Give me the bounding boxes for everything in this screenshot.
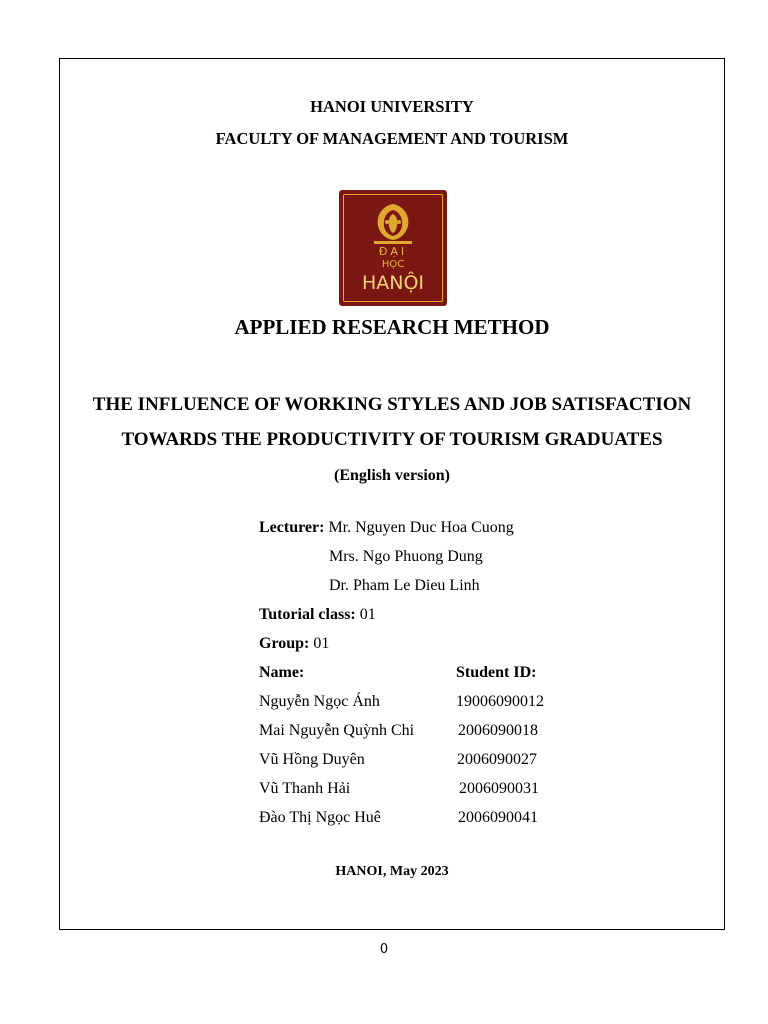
report-title-line2: TOWARDS THE PRODUCTIVITY OF TOURISM GRADUATES: [121, 429, 663, 450]
faculty-name: FACULTY OF MANAGEMENT AND TOURISM: [215, 129, 569, 148]
member-student-id: 2006090018: [458, 722, 538, 739]
report-version: (English version): [333, 467, 450, 484]
logo-divider: [374, 241, 412, 244]
group-row: [259, 635, 329, 653]
tutorial-class-value: 01: [359, 606, 376, 623]
lecturer-row: [259, 519, 514, 537]
member-name: Nguyễn Ngọc Ánh: [259, 693, 380, 710]
tutorial-class-label: Tutorial class:: [259, 606, 356, 623]
lecturer-name: Mrs. Ngo Phuong Dung: [329, 548, 483, 565]
member-student-id: 2006090041: [458, 809, 538, 826]
name-column-header: [259, 664, 304, 682]
university-logo: [339, 190, 447, 306]
name-header-text: Name:: [259, 664, 305, 681]
place-and-date: HANOI, May 2023: [335, 864, 449, 879]
member-name: Vũ Thanh Hải: [259, 780, 351, 797]
member-student-id: 19006090012: [456, 693, 544, 710]
course-title: APPLIED RESEARCH METHOD: [234, 315, 550, 339]
lotus-emblem-icon: [370, 202, 416, 242]
student-id-column-header: [456, 664, 536, 682]
student-id-header-text: Student ID:: [456, 664, 537, 681]
member-name: Mai Nguyễn Quỳnh Chi: [259, 722, 415, 739]
lecturer-label: Lecturer:: [259, 519, 325, 536]
report-title-line1: THE INFLUENCE OF WORKING STYLES AND JOB SATISFACTION: [92, 394, 692, 415]
group-label: Group:: [259, 635, 310, 652]
member-name: Vũ Hồng Duyên: [259, 751, 365, 768]
tutorial-class-row: [259, 606, 376, 624]
page-border: [59, 58, 725, 930]
lecturer-name: Dr. Pham Le Dieu Linh: [329, 577, 480, 594]
member-name: Đào Thị Ngọc Huê: [259, 809, 381, 826]
logo-text-dai: ĐẠI: [378, 245, 408, 258]
member-student-id: 2006090031: [459, 780, 539, 797]
logo-text-hoc: HỌC: [381, 259, 405, 270]
member-student-id: 2006090027: [457, 751, 537, 768]
university-name: HANOI UNIVERSITY: [310, 97, 474, 116]
page-number: 0: [379, 942, 389, 957]
group-value: 01: [313, 635, 330, 652]
logo-text-hanoi: HANỘI: [361, 272, 425, 294]
lecturer-name: Mr. Nguyen Duc Hoa Cuong: [328, 519, 514, 536]
